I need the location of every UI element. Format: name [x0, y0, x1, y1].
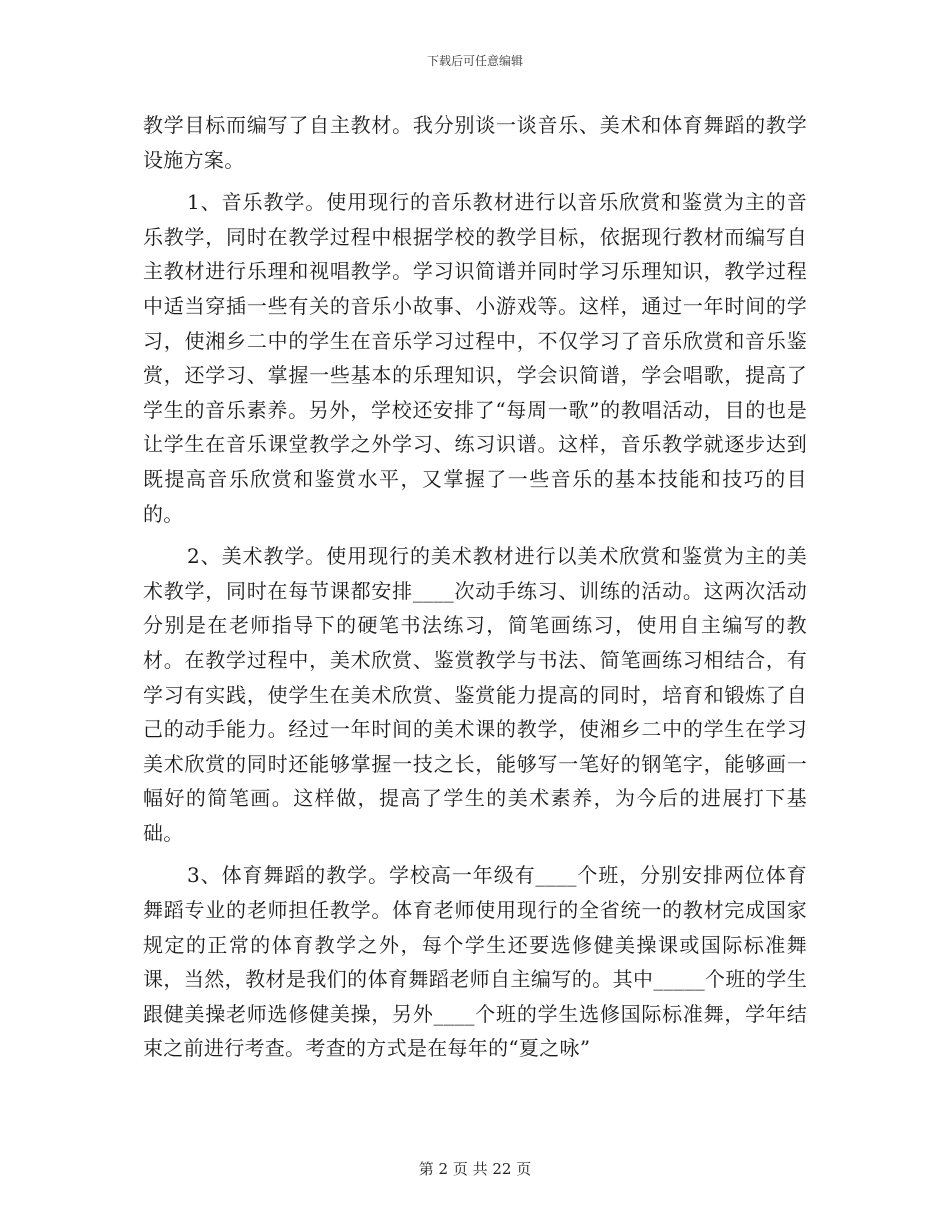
- paragraph-music: 1、音乐教学。使用现行的音乐教材进行以音乐欣赏和鉴赏为主的音乐教学，同时在教学过程中根据学校的教学目标，依据现行教材而编写自主教材进行乐理和视唱教学。学习识简谱并同时学习乐理知识，教学过程中适当穿插一些有关的音乐小故事、小游戏等。这样，通过一年时间的学习，使湘乡二中的学生在音乐学习过程中，不仅学习了音乐欣赏和音乐鉴赏，还学习、掌握一些基本的乐理知识，学会识简谱，学会唱歌，提高了学生的音乐素养。另外，学校还安排了“每周一歌”的教唱活动，目的也是让学生在音乐课堂教学之外学习、练习识谱。这样，音乐教学就逐步达到既提高音乐欣赏和鉴赏水平，又掌握了一些音乐的基本技能和技巧的目的。: [143, 190, 807, 526]
- document-body: [143, 108, 807, 1074]
- paragraph-art: 2、美术教学。使用现行的美术教材进行以美术欣赏和鉴赏为主的美术教学，同时在每节课都安排____次动手练习、训练的活动。这两次活动分别是在老师指导下的硬笔书法练习，简笔画练习，使用自主编写的教材。在教学过程中，美术欣赏、鉴赏教学与书法、简笔画练习相结合，有学习有实践，使学生在美术欣赏、鉴赏能力提高的同时，培育和锻炼了自己的动手能力。经过一年时间的美术课的教学，使湘乡二中的学生在学习美术欣赏的同时还能够掌握一技之长，能够写一笔好的钢笔字，能够画一幅好的简笔画。这样做，提高了学生的美术素养，为今后的进展打下基础。: [143, 544, 807, 845]
- paragraph-intro: 教学目标而编写了自主教材。我分别谈一谈音乐、美术和体育舞蹈的教学设施方案。: [143, 113, 807, 172]
- paragraph-dance: 3、体育舞蹈的教学。学校高一年级有____个班，分别安排两位体育舞蹈专业的老师担任教学。体育老师使用现行的全省统一的教材完成国家规定的正常的体育教学之外，每个学生还要选修健美操课或国际标准舞课，当然，教材是我们的体育舞蹈老师自主编写的。其中_____个班的学生跟健美操老师选修健美操，另外____个班的学生选修国际标准舞，学年结束之前进行考查。考查的方式是在每年的“夏之咏”: [143, 863, 807, 1061]
- page-header: 下载后可任意编辑: [426, 54, 523, 68]
- page-number: 第 2 页 共 22 页: [418, 1160, 532, 1178]
